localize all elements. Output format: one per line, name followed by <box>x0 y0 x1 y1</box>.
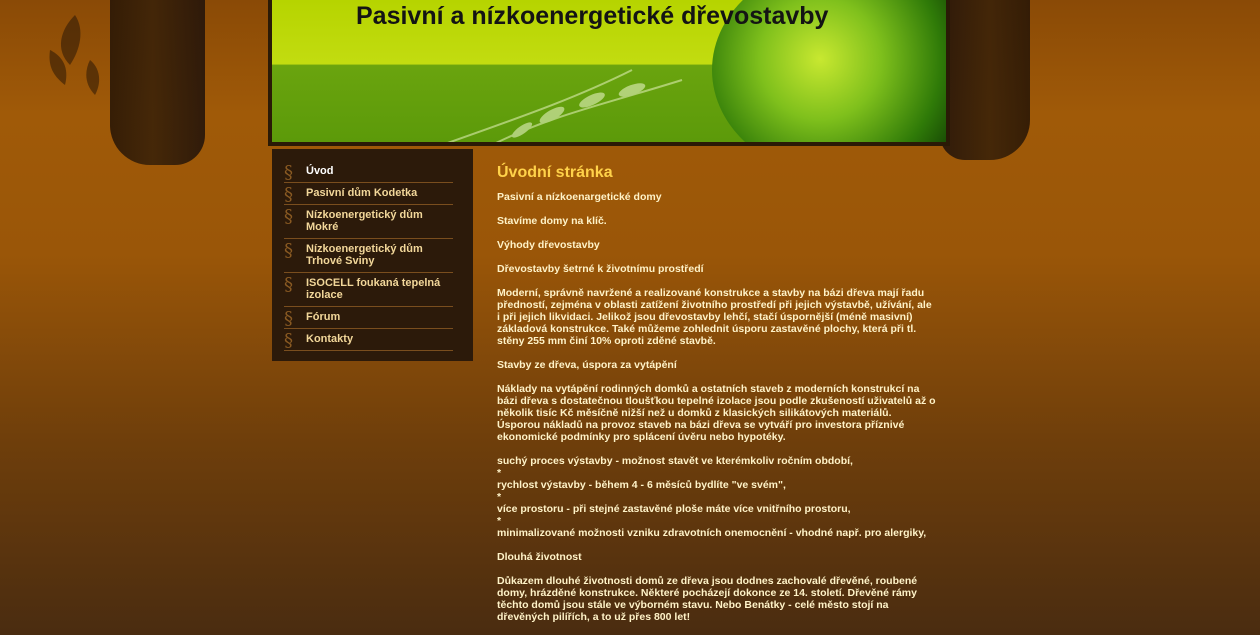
decorative-leaves-icon <box>40 10 110 100</box>
header-leaf-swirl-icon <box>432 60 732 142</box>
menu-link-isocell[interactable]: ISOCELL foukaná tepelná izolace <box>306 277 441 301</box>
paragraph-intro: Pasivní a nízkoenargetické domy <box>497 191 662 203</box>
page-title: Úvodní stránka <box>497 164 613 181</box>
swirl-bullet-icon: § <box>284 206 293 227</box>
menu-link-pasivni-dum-kodetka[interactable]: Pasivní dům Kodetka <box>306 187 418 199</box>
list-item: suchý proces výstavby - možnost stavět ve kterémkoliv ročním období, <box>497 455 853 467</box>
paragraph-lifetime-title: Dlouhá životnost <box>497 551 582 563</box>
menu-link-dum-mokre[interactable]: Nízkoenergetický dům Mokré <box>306 209 423 233</box>
list-item: více prostoru - při stejné zastavěné ploše máte více vnitřního prostoru, <box>497 503 851 515</box>
menu-link-dum-trhove-sviny[interactable]: Nízkoenergetický dům Trhové Sviny <box>306 243 423 267</box>
swirl-bullet-icon: § <box>284 184 293 205</box>
menu-link-forum[interactable]: Fórum <box>306 311 341 323</box>
swirl-bullet-icon: § <box>284 308 293 329</box>
menu-item-dum-mokre[interactable] <box>284 207 453 239</box>
list-item: rychlost výstavby - během 4 - 6 měsíců bydlíte "ve svém", <box>497 479 786 491</box>
paragraph-eco-title: Dřevostavby šetrné k životnímu prostředí <box>497 263 704 275</box>
paragraph-turnkey: Stavíme domy na klíč. <box>497 215 607 227</box>
menu-link-kontakty[interactable]: Kontakty <box>306 333 354 345</box>
paragraph-heating-body: Náklady na vytápění rodinných domků a ostatních staveb z moderních konstrukcí na bázi dřeva s dostatečnou tloušťkou tepelné izolace jsou podle zkušeností uživatelů až o několik tisíc Kč měsíčně nižší než u domků z klasických silikátových materiálů. Úsporou nákladů na provoz staveb na bázi dřeva se vytváří pro investora příznivé ekonomické podmínky pro splácení úvěru nebo hypotéky. <box>497 383 936 443</box>
menu-item-pasivni-dum-kodetka[interactable] <box>284 185 453 205</box>
swirl-bullet-icon: § <box>284 240 293 261</box>
menu-link-uvod[interactable]: Úvod <box>306 165 334 177</box>
site-title: Pasivní a nízkoenergetické dřevostavby <box>356 2 829 30</box>
menu-item-dum-trhove-sviny[interactable] <box>284 241 453 273</box>
paragraph-eco-body: Moderní, správně navržené a realizované konstrukce a stavby na bázi dřeva mají řadu předností, zejména v oblasti zatížení životního prostředí při jejich výstavbě, užívání, ale i při jejich likvidaci. Jelikož jsou dřevostavby lehčí, stačí úspornější (méně masivní) základová konstrukce. Také můžeme zohlednit úsporu zastavěné plochy, která při tl. stěny 255 mm činí 10% oproti zděné stavbě. <box>497 287 932 347</box>
menu-item-forum[interactable] <box>284 309 453 329</box>
menu-item-uvod[interactable] <box>284 163 453 183</box>
list-separator: * <box>497 467 502 479</box>
paragraph-advantages-title: Výhody dřevostavby <box>497 239 600 251</box>
paragraph-lifetime-body: Důkazem dlouhé životnosti domů ze dřeva jsou dodnes zachovalé dřevěné, roubené domy, hrázděné konstrukce. Některé pocházejí dokonce ze 14. století. Dřevěné rámy těchto domů jsou stále ve výborném stavu. Nebo Benátky - celé město stojí na dřevěných pilířích, a to už přes 800 let! <box>497 575 918 623</box>
list-separator: * <box>497 491 502 503</box>
list-separator: * <box>497 515 502 527</box>
decorative-tree-trunk-right <box>940 0 1030 160</box>
swirl-bullet-icon: § <box>284 330 293 351</box>
swirl-bullet-icon: § <box>284 274 293 295</box>
paragraph-heating-title: Stavby ze dřeva, úspora za vytápění <box>497 359 677 371</box>
main-content <box>497 164 937 635</box>
swirl-bullet-icon: § <box>284 162 293 183</box>
list-item: minimalizované možnosti vzniku zdravotních onemocnění - vhodné např. pro alergiky, <box>497 527 927 539</box>
decorative-tree-trunk-left <box>110 0 205 165</box>
menu-item-isocell[interactable] <box>284 275 453 307</box>
sidebar-menu <box>272 149 473 361</box>
menu-item-kontakty[interactable] <box>284 331 453 351</box>
